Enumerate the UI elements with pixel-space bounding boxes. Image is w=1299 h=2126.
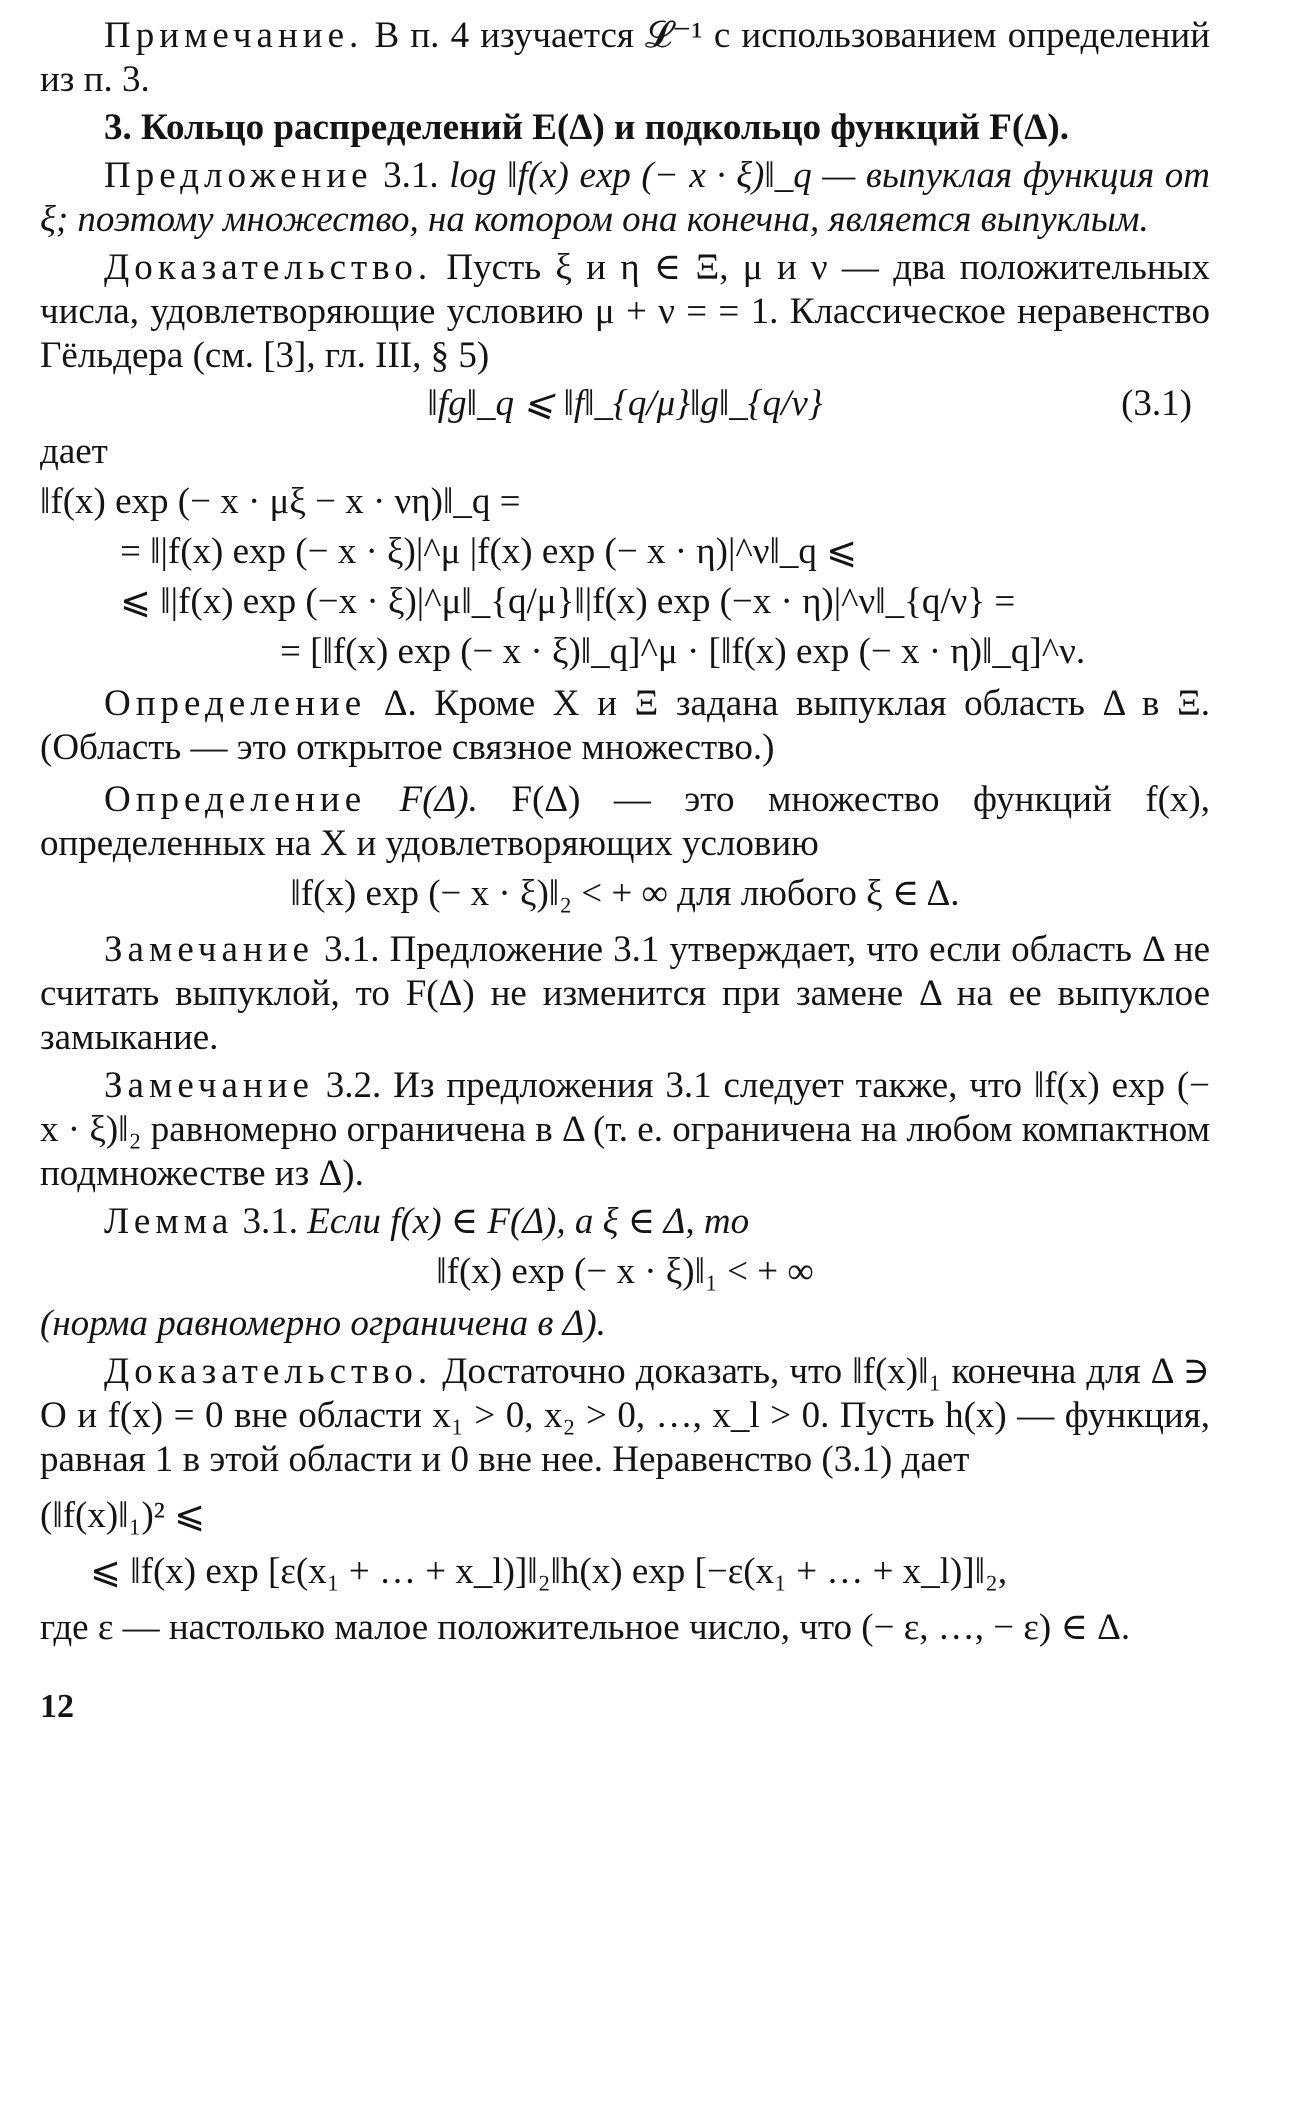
remark-3-1-number: 3.1. [324,929,380,970]
proposition-formula: log ‖f(x) exp (− x · ξ)‖_q [449,155,812,196]
definition-text: Кроме X и Ξ задана выпуклая область Δ в Ξ. (Область — это открытое связное множество.) [40,683,1211,768]
lemma-label: Лемма [104,1201,234,1242]
proof-2 [40,1350,1210,1482]
definition-label: Определение [104,683,367,724]
proof-text: Пусть ξ и η ∈ Ξ, μ и ν — два положительных числа, удовлетворяющие условию μ + ν = = 1. Классическое неравенство Гёльдера (см. [3], гл. III, § 5) [40,247,1210,376]
lemma-number: 3.1. [242,1201,299,1242]
remark-3-1 [40,928,1210,1060]
equation-3-1-row [40,382,1210,426]
proof-2-label: Доказательство. [104,1351,433,1392]
lemma-tail: (норма равномерно ограничена в Δ). [40,1303,606,1344]
page-number: 12 [40,1688,74,1725]
note-paragraph [40,14,1210,102]
proof-2-ineq-line-2: ⩽ ‖f(x) exp [ε(x₁ + … + x_l)]‖₂‖h(x) exp [−ε(x₁ + … + x_l)]‖₂, [90,1551,1008,1592]
proof-2-ineq-line-1: (‖f(x)‖₁)² ⩽ [40,1495,206,1536]
proof-1 [40,246,1210,378]
definition-f [40,778,1210,866]
remark-3-1-text: Предложение 3.1 утверждает, что если область Δ не считать выпуклой, то F(Δ) не изменится при замене Δ на ее выпуклое замыкание. [40,929,1211,1058]
lemma-statement: Если f(x) ∈ F(Δ), а ξ ∈ Δ, то [307,1201,750,1242]
proof-label: Доказательство. [104,247,433,288]
proposition-label: Предложение [104,155,373,196]
remark-3-2-label: Замечание [104,1065,314,1106]
derivation-line-1: ‖f(x) exp (− x · μξ − x · νη)‖_q = [40,481,521,522]
definition-symbol: Δ. [383,683,417,724]
lemma-formula: ‖f(x) exp (− x · ξ)‖₁ < + ∞ [436,1251,814,1292]
derivation-line-2: = ‖|f(x) exp (− x · ξ)|^μ |f(x) exp (− x · η)|^ν‖_q ⩽ [120,531,858,572]
remark-3-1-label: Замечание [104,929,314,970]
equation-number: (3.1) [1121,383,1192,424]
remark-3-2 [40,1064,1210,1196]
note-text: В п. 4 изучается 𝓛⁻¹ с использованием определений из п. 3. [40,15,1211,100]
remark-3-2-number: 3.2. [325,1065,382,1106]
derivation-line-4: = [‖f(x) exp (− x · ξ)‖_q]^μ · [‖f(x) exp (− x · η)‖_q]^ν. [280,631,1086,672]
proposition-number: 3.1. [383,155,439,196]
remark-3-2-text: Из предложения 3.1 следует также, что ‖f(x) exp (− x · ξ)‖₂ равномерно ограничена в Δ (т. е. ограничена на любом компактном подмножестве из Δ). [40,1065,1211,1194]
lemma-3-1 [40,1200,1210,1244]
derivation-line-3: ⩽ ‖|f(x) exp (−x · ξ)|^μ‖_{q/μ}‖|f(x) exp (−x · η)|^ν‖_{q/ν} = [120,581,1016,622]
gives-text: дает [40,431,108,472]
proof-2-text: Достаточно доказать, что ‖f(x)‖₁ конечна для Δ ∋ O и f(x) = 0 вне области x₁ > 0, x₂ > 0, …, x_l > 0. Пусть h(x) — функция, равная 1 в этой области и 0 вне нее. Неравенство (3.1) дает [40,1351,1211,1480]
page-content [40,14,1210,1726]
note-label: Примечание. [104,15,364,56]
definition-f-symbol: F(Δ). [399,779,478,820]
proposition-3-1 [40,154,1210,242]
section-title: 3. Кольцо распределений E(Δ) и подкольцо функций F(Δ). [104,107,1069,148]
equation-3-1: ‖fg‖_q ⩽ ‖f‖_{q/μ}‖g‖_{q/ν} [427,383,823,424]
proof-2-where: где ε — настолько малое положительное число, что (− ε, …, − ε) ∈ Δ. [40,1607,1131,1648]
proposition-text: — выпуклая функция от ξ; поэтому множество, на котором она конечна, является выпуклым. [40,155,1211,240]
definition-f-text: F(Δ) — это множество функций f(x), определенных на X и удовлетворяющих условию [40,779,1210,864]
definition-f-label: Определение [104,779,367,820]
definition-f-condition: ‖f(x) exp (− x · ξ)‖₂ < + ∞ для любого ξ ∈ Δ. [290,873,960,914]
definition-delta [40,682,1210,770]
